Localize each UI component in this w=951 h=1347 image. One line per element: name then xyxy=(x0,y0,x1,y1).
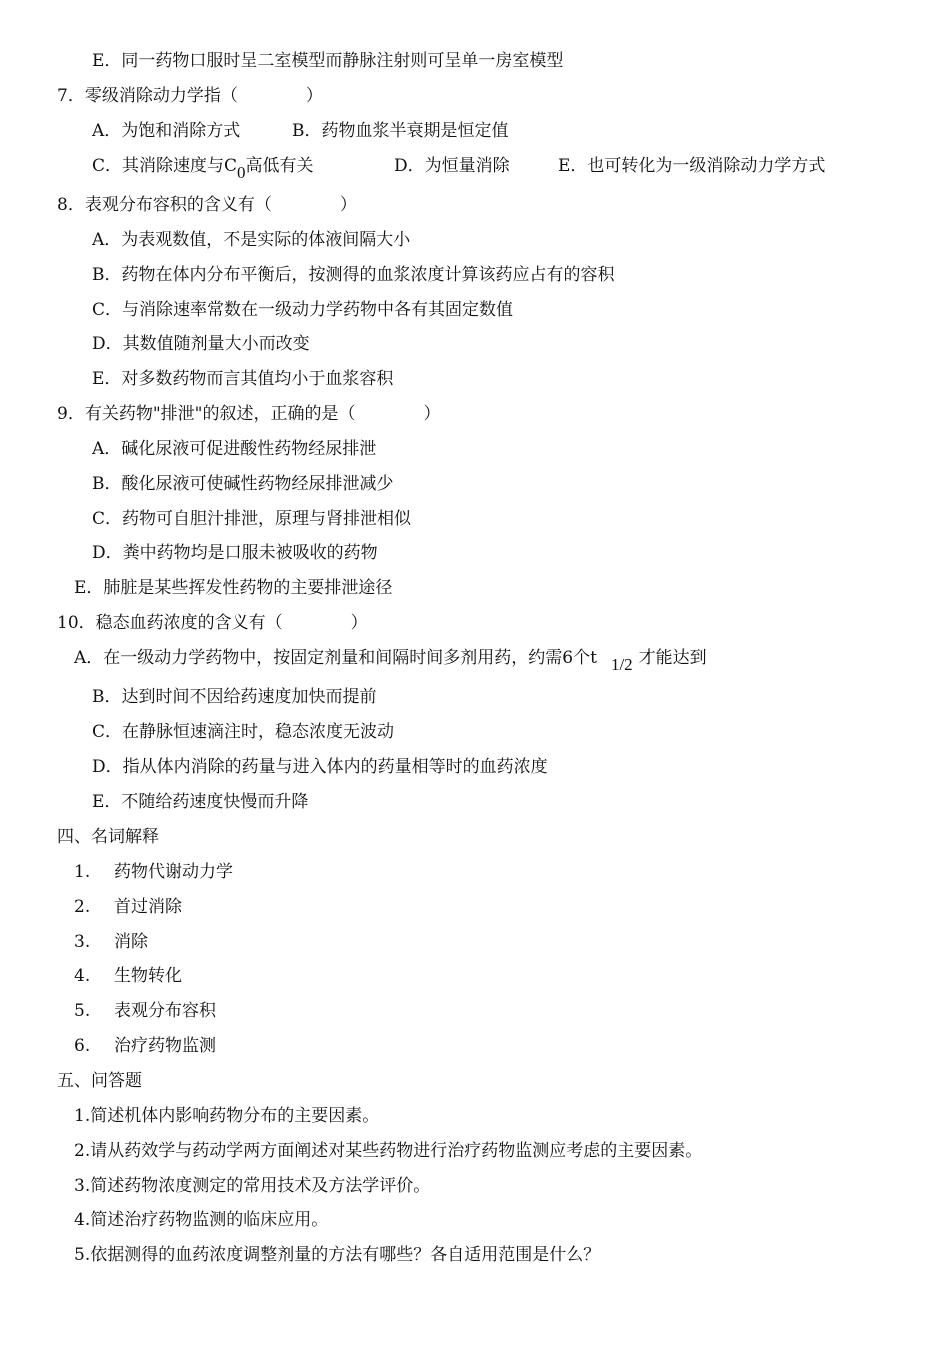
q9-option-d: D．粪中药物均是口服未被吸收的药物 xyxy=(92,543,378,563)
q7-option-a: A．为饱和消除方式 xyxy=(92,121,241,141)
term-number: 5. xyxy=(74,1001,91,1021)
term-number: 3. xyxy=(74,932,91,952)
q10-option-b: B．达到时间不因给药速度加快而提前 xyxy=(92,687,377,707)
term-text: 表观分布容积 xyxy=(114,1001,216,1021)
q9-option-e: E．肺脏是某些挥发性药物的主要排泄途径 xyxy=(74,578,393,598)
section4-heading: 四、名词解释 xyxy=(57,827,159,847)
q10-option-a-text: A．在一级动力学药物中，按固定剂量和间隔时间多剂用药，约需6个t xyxy=(74,648,597,668)
q9-option-a: A．碱化尿液可促进酸性药物经尿排泄 xyxy=(92,439,377,459)
q9-option-c: C．药物可自胆汁排泄，原理与肾排泄相似 xyxy=(92,509,412,529)
term-number: 4. xyxy=(74,966,91,986)
q7-option-c xyxy=(92,155,314,182)
q8-option-d: D．其数值随剂量大小而改变 xyxy=(92,334,310,354)
term-text: 生物转化 xyxy=(114,966,182,986)
term-text: 治疗药物监测 xyxy=(114,1036,216,1056)
q8-option-e: E．对多数药物而言其值均小于血浆容积 xyxy=(92,369,394,389)
q10-option-d: D．指从体内消除的药量与进入体内的药量相等时的血药浓度 xyxy=(92,757,548,777)
section5-heading: 五、问答题 xyxy=(57,1071,142,1091)
q7-option-c-text: C．其消除速度与C xyxy=(92,156,238,176)
term-text: 首过消除 xyxy=(114,897,182,917)
q9-option-b: B．酸化尿液可使碱性药物经尿排泄减少 xyxy=(92,474,394,494)
q8-option-b: B．药物在体内分布平衡后，按测得的血浆浓度计算该药应占有的容积 xyxy=(92,265,615,285)
question-item: 1.简述机体内影响药物分布的主要因素。 xyxy=(74,1106,380,1126)
term-number: 2. xyxy=(74,897,91,917)
question-item: 3.简述药物浓度测定的常用技术及方法学评价。 xyxy=(74,1176,431,1196)
term-text: 消除 xyxy=(114,932,148,952)
q9-stem: 9．有关药物"排泄"的叙述，正确的是（ ） xyxy=(57,404,441,424)
q6-option-e: E．同一药物口服时呈二室模型而静脉注射则可呈单一房室模型 xyxy=(92,51,564,71)
q10-option-c: C．在静脉恒速滴注时，稳态浓度无波动 xyxy=(92,722,395,742)
q10-option-a-subscript: 1/2 xyxy=(610,655,633,674)
q10-option-a-tail: 才能达到 xyxy=(638,648,707,668)
question-item: 4.简述治疗药物监测的临床应用。 xyxy=(74,1210,329,1230)
q10-stem: 10．稳态血药浓度的含义有（ ） xyxy=(57,613,368,633)
term-text: 药物代谢动力学 xyxy=(114,862,233,882)
q8-option-c: C．与消除速率常数在一级动力学药物中各有其固定数值 xyxy=(92,300,514,320)
q7-option-c-tail: 高低有关 xyxy=(245,156,314,176)
q8-option-a: A．为表观数值，不是实际的体液间隔大小 xyxy=(92,230,411,250)
question-item: 2.请从药效学与药动学两方面阐述对某些药物进行治疗药物监测应考虑的主要因素。 xyxy=(74,1141,703,1161)
q7-stem: 7．零级消除动力学指（ ） xyxy=(57,86,323,106)
q10-option-a xyxy=(74,647,707,674)
question-item: 5.依据测得的血药浓度调整剂量的方法有哪些？各自适用范围是什么？ xyxy=(74,1245,601,1265)
q7-option-e: E．也可转化为一级消除动力学方式 xyxy=(558,156,826,176)
q10-option-e: E．不随给药速度快慢而升降 xyxy=(92,792,309,812)
q8-stem: 8．表观分布容积的含义有（ ） xyxy=(57,195,357,215)
term-number: 6. xyxy=(74,1036,91,1056)
q7-option-d: D．为恒量消除 xyxy=(394,156,510,176)
term-number: 1. xyxy=(74,862,91,882)
q7-option-b: B．药物血浆半衰期是恒定值 xyxy=(292,121,509,141)
q7-option-c-subscript: 0 xyxy=(237,163,246,182)
